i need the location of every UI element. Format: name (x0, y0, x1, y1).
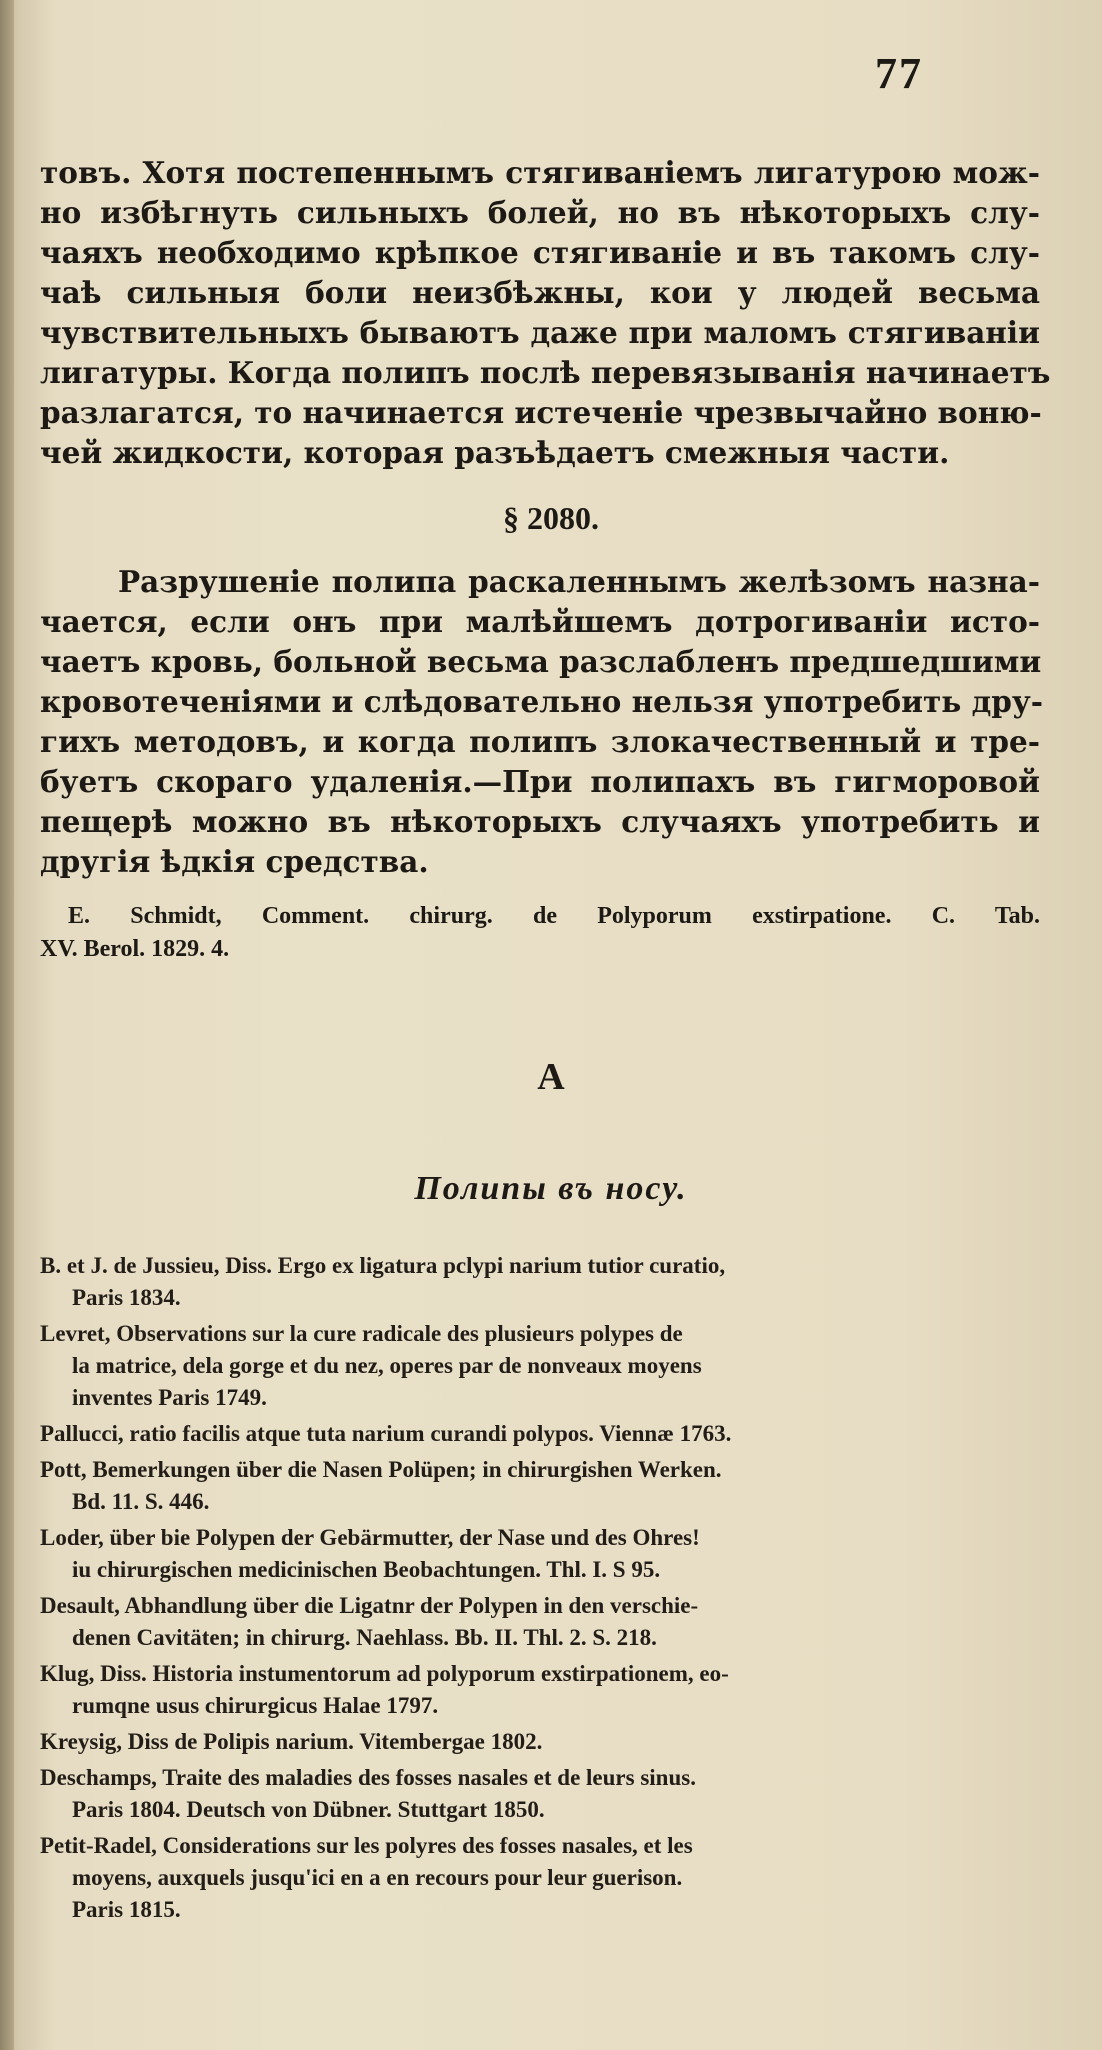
bibliography-entry (40, 1762, 1055, 1826)
bibliography-entry (40, 1454, 1055, 1518)
bibliography-line: Pallucci, ratio facilis atque tuta narium curandi polypos. Viennæ 1763. (40, 1421, 732, 1446)
bibliography-entry (40, 1590, 1055, 1654)
bibliography-entry (40, 1726, 1055, 1758)
bibliography-line: moyens, auxquels jusqu'ici en a en recours pour leur guerison. (72, 1865, 683, 1890)
bibliography-entry (40, 1830, 1055, 1926)
bibliography-line: Deschamps, Traite des maladies des fosses nasales et de leurs sinus. (40, 1765, 696, 1790)
paragraph-line: буетъ скораго удаленiя.—При полипахъ въ гигморовой (40, 764, 1040, 799)
bibliography-line: la matrice, dela gorge et du nez, operes par de nonveaux moyens (72, 1353, 702, 1378)
page-spine-shadow (0, 0, 14, 2050)
bibliography-line: inventes Paris 1749. (72, 1385, 267, 1410)
bibliography-line: Pott, Bemerkungen über die Nasen Polüpen; in chirurgishen Werken. (40, 1457, 722, 1482)
paragraph-line: но избѣгнуть сильныхъ болей, но въ нѣкоторыхъ слу- (40, 195, 1040, 230)
paragraph-line: пещерѣ можно въ нѣкоторыхъ случаяхъ употребить и (40, 804, 1040, 839)
subsection-title: Полипы въ носу. (414, 1170, 688, 1207)
reference-citation (40, 900, 1040, 966)
paragraph-line: чувствительныхъ бываютъ даже при маломъ стягиванiи (40, 315, 1040, 350)
bibliography-line: Bd. 11. S. 446. (72, 1489, 210, 1514)
bibliography-entry (40, 1318, 1055, 1414)
bibliography-line: Levret, Observations sur la cure radicale des plusieurs polypes de (40, 1321, 683, 1346)
bibliography-line: Klug, Diss. Historia instumentorum ad polyporum exstirpationem, eo- (40, 1661, 729, 1686)
bibliography-line: Desault, Abhandlung über die Ligatnr der Polypen in den verschie- (40, 1593, 699, 1618)
paragraph-line: гихъ методовъ, и когда полипъ злокачественный и тре- (40, 724, 1040, 759)
paragraph-line: товъ. Хотя постепеннымъ стягиванiемъ лигатурою мож- (40, 155, 1040, 190)
bibliography-entry (40, 1418, 1055, 1450)
paragraph-line: чается, если онъ при малѣйшемъ дотрогиванiи исто- (40, 604, 1040, 639)
paragraph-line: чаетъ кровь, больной весьма разслабленъ предшедшими (40, 644, 1042, 679)
page-number: 77 (875, 49, 923, 98)
bibliography-entry (40, 1250, 1055, 1314)
bibliography-list (40, 1250, 1055, 1930)
section-heading: § 2080. (503, 500, 599, 536)
bibliography-line: iu chirurgischen medicinischen Beobachtungen. Thl. I. S 95. (72, 1557, 661, 1582)
paragraph-line: чаѣ сильныя боли неизбѣжны, кои у людей весьма (40, 275, 1040, 310)
paragraph-line: лигатуры. Когда полипъ послѣ перевязыванiя начинаетъ (40, 355, 1051, 390)
bibliography-entry (40, 1522, 1055, 1586)
paragraph-line: чаяхъ необходимо крѣпкое стягиванiе и въ такомъ слу- (40, 235, 1040, 270)
subsection-letter: A (537, 1056, 565, 1098)
reference-line: E. Schmidt, Comment. chirurg. de Polyporum exstirpatione. C. Tab. (68, 903, 1040, 929)
bibliography-line: B. et J. de Jussieu, Diss. Ergo ex ligatura pclypi narium tutior curatio, (40, 1253, 726, 1278)
paragraph-line: Разрушенiе полипа раскаленнымъ желѣзомъ назна- (118, 564, 1040, 599)
bibliography-line: Paris 1815. (72, 1897, 181, 1922)
bibliography-line: Paris 1834. (72, 1285, 181, 1310)
paragraph-line: кровотеченiями и слѣдовательно нельзя употребить дру- (40, 684, 1044, 719)
paragraph-1 (40, 153, 1051, 473)
paragraph-line: другiя ѣдкiя средства. (40, 844, 429, 879)
bibliography-line: Petit-Radel, Considerations sur les polyres des fosses nasales, et les (40, 1833, 693, 1858)
paragraph-line: разлагатся, то начинается истеченiе чрезвычайно воню- (40, 395, 1042, 430)
bibliography-line: Paris 1804. Deutsch von Dübner. Stuttgart 1850. (72, 1797, 545, 1822)
paragraph-line: чей жидкости, которая разъѣдаетъ смежныя части. (40, 435, 950, 470)
bibliography-line: denen Cavitäten; in chirurg. Naehlass. Bb. II. Thl. 2. S. 218. (72, 1625, 657, 1650)
bibliography-line: rumqne usus chirurgicus Halae 1797. (72, 1693, 439, 1718)
paragraph-2 (40, 562, 1044, 882)
bibliography-line: Loder, über bie Polypen der Gebärmutter, der Nase und des Ohres! (40, 1525, 700, 1550)
bibliography-entry (40, 1658, 1055, 1722)
bibliography-line: Kreysig, Diss de Polipis narium. Vitembergae 1802. (40, 1729, 543, 1754)
reference-line: XV. Berol. 1829. 4. (40, 936, 230, 962)
